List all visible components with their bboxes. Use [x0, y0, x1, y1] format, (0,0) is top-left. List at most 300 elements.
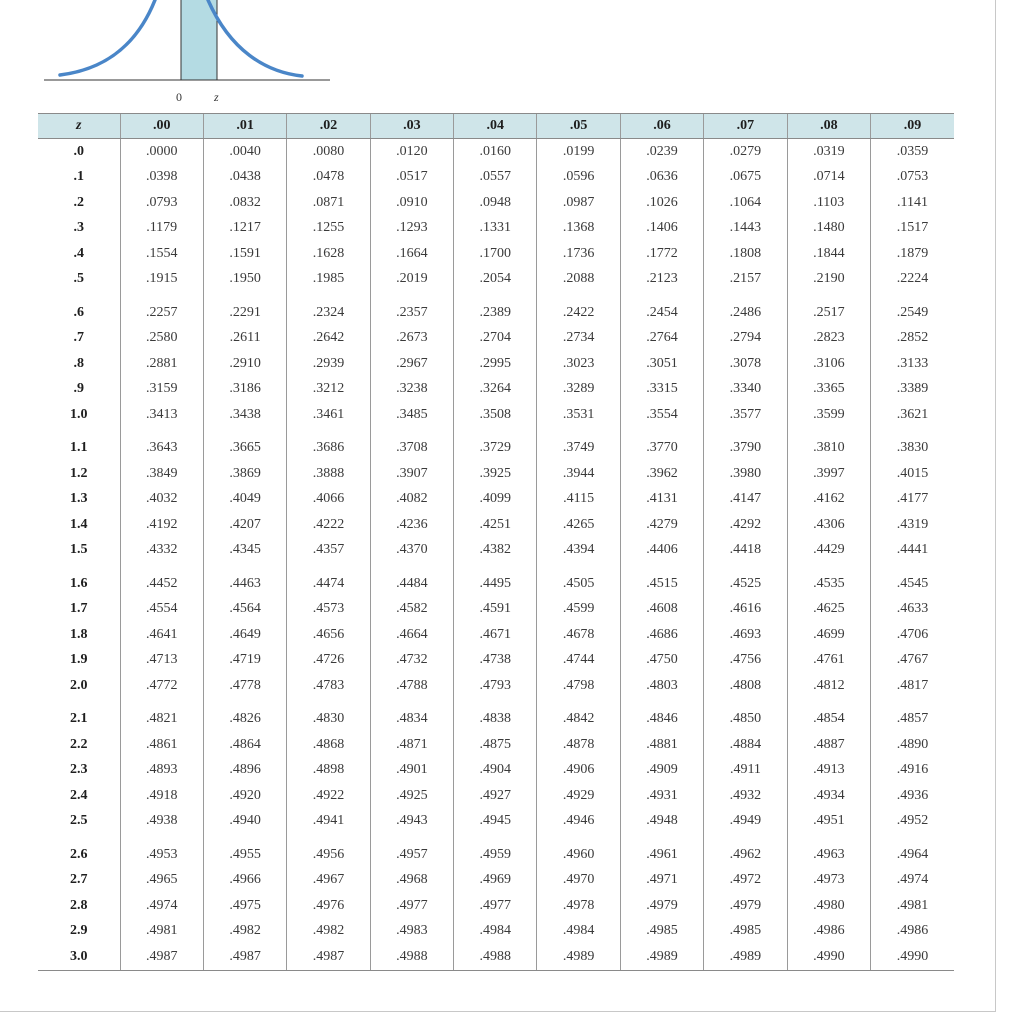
column-header: .09 — [871, 114, 954, 139]
probability-cell: .4979 — [704, 893, 787, 919]
probability-cell: .4846 — [620, 699, 703, 733]
probability-cell: .4864 — [203, 732, 286, 758]
table-row — [38, 919, 954, 945]
probability-cell: .4966 — [203, 868, 286, 894]
probability-cell: .3790 — [704, 428, 787, 462]
probability-cell: .4909 — [620, 758, 703, 784]
probability-cell: .4964 — [871, 834, 954, 868]
probability-cell: .4922 — [287, 783, 370, 809]
probability-cell: .4719 — [203, 648, 286, 674]
table-row — [38, 351, 954, 377]
probability-cell: .4032 — [120, 487, 203, 513]
probability-cell: .4982 — [287, 919, 370, 945]
table-row — [38, 732, 954, 758]
probability-cell: .4495 — [454, 563, 537, 597]
probability-cell: .2549 — [871, 292, 954, 326]
probability-cell: .4896 — [203, 758, 286, 784]
probability-cell: .4591 — [454, 597, 537, 623]
probability-cell: .4803 — [620, 673, 703, 699]
z-value-cell: 1.2 — [70, 465, 88, 481]
probability-cell: .4641 — [120, 622, 203, 648]
probability-cell: .4940 — [203, 809, 286, 835]
column-header: .04 — [454, 114, 537, 139]
table-row — [38, 267, 954, 293]
probability-cell: .4875 — [454, 732, 537, 758]
table-row — [38, 139, 954, 165]
probability-cell: .4901 — [370, 758, 453, 784]
probability-cell: .1141 — [871, 190, 954, 216]
probability-cell: .4812 — [787, 673, 870, 699]
probability-cell: .1293 — [370, 216, 453, 242]
probability-cell: .4756 — [704, 648, 787, 674]
probability-cell: .3980 — [704, 461, 787, 487]
probability-cell: .1064 — [704, 190, 787, 216]
probability-cell: .0832 — [203, 190, 286, 216]
probability-cell: .4817 — [871, 673, 954, 699]
probability-cell: .1255 — [287, 216, 370, 242]
probability-cell: .3389 — [871, 377, 954, 403]
probability-cell: .0239 — [620, 139, 703, 165]
probability-cell: .1517 — [871, 216, 954, 242]
column-header: .02 — [287, 114, 370, 139]
probability-cell: .4953 — [120, 834, 203, 868]
probability-cell: .3708 — [370, 428, 453, 462]
probability-cell: .0675 — [704, 165, 787, 191]
probability-cell: .4162 — [787, 487, 870, 513]
probability-cell: .2794 — [704, 326, 787, 352]
probability-cell: .4474 — [287, 563, 370, 597]
probability-cell: .0040 — [203, 139, 286, 165]
table-row — [38, 834, 954, 868]
probability-cell: .4406 — [620, 538, 703, 564]
probability-cell: .4207 — [203, 512, 286, 538]
probability-cell: .4972 — [704, 868, 787, 894]
probability-cell: .1700 — [454, 241, 537, 267]
probability-cell: .2910 — [203, 351, 286, 377]
z-value-cell: .0 — [73, 143, 84, 159]
probability-cell: .4515 — [620, 563, 703, 597]
z-value-cell: .4 — [73, 245, 84, 261]
probability-cell: .1628 — [287, 241, 370, 267]
probability-cell: .4986 — [871, 919, 954, 945]
probability-cell: .4664 — [370, 622, 453, 648]
probability-cell: .3023 — [537, 351, 620, 377]
table-row — [38, 622, 954, 648]
probability-cell: .3770 — [620, 428, 703, 462]
probability-cell: .4686 — [620, 622, 703, 648]
probability-cell: .0557 — [454, 165, 537, 191]
probability-cell: .3106 — [787, 351, 870, 377]
column-header: .06 — [620, 114, 703, 139]
probability-cell: .4798 — [537, 673, 620, 699]
probability-cell: .4965 — [120, 868, 203, 894]
probability-cell: .4967 — [287, 868, 370, 894]
probability-cell: .4545 — [871, 563, 954, 597]
probability-cell: .2852 — [871, 326, 954, 352]
z-value-cell: 2.9 — [70, 923, 88, 939]
z-value-cell: 2.5 — [70, 813, 88, 829]
probability-cell: .4916 — [871, 758, 954, 784]
probability-cell: .4978 — [537, 893, 620, 919]
probability-cell: .4987 — [120, 944, 203, 970]
z-value-cell: 1.1 — [70, 440, 88, 456]
probability-cell: .3438 — [203, 402, 286, 428]
probability-cell: .4968 — [370, 868, 453, 894]
probability-cell: .0080 — [287, 139, 370, 165]
probability-cell: .3413 — [120, 402, 203, 428]
probability-cell: .4345 — [203, 538, 286, 564]
probability-cell: .4887 — [787, 732, 870, 758]
probability-cell: .4793 — [454, 673, 537, 699]
probability-cell: .4357 — [287, 538, 370, 564]
probability-cell: .1026 — [620, 190, 703, 216]
probability-cell: .1591 — [203, 241, 286, 267]
probability-cell: .4989 — [537, 944, 620, 970]
z-value-cell: 2.8 — [70, 897, 88, 913]
probability-cell: .2357 — [370, 292, 453, 326]
probability-cell: .2881 — [120, 351, 203, 377]
probability-cell: .3159 — [120, 377, 203, 403]
probability-cell: .4772 — [120, 673, 203, 699]
probability-cell: .3810 — [787, 428, 870, 462]
probability-cell: .4649 — [203, 622, 286, 648]
probability-cell: .4834 — [370, 699, 453, 733]
table-row — [38, 512, 954, 538]
z-value-cell: .9 — [73, 381, 84, 397]
probability-cell: .4981 — [120, 919, 203, 945]
table-row — [38, 868, 954, 894]
probability-cell: .4934 — [787, 783, 870, 809]
table-row — [38, 563, 954, 597]
z-value-cell: 2.0 — [70, 677, 88, 693]
z-table — [38, 113, 954, 971]
probability-cell: .3869 — [203, 461, 286, 487]
probability-cell: .4177 — [871, 487, 954, 513]
probability-cell: .4959 — [454, 834, 537, 868]
probability-cell: .4975 — [203, 893, 286, 919]
probability-cell: .1217 — [203, 216, 286, 242]
probability-cell: .0398 — [120, 165, 203, 191]
probability-cell: .4861 — [120, 732, 203, 758]
probability-cell: .1664 — [370, 241, 453, 267]
table-row — [38, 190, 954, 216]
probability-cell: .2422 — [537, 292, 620, 326]
z-value-cell: 2.3 — [70, 762, 88, 778]
probability-cell: .4984 — [537, 919, 620, 945]
probability-cell: .4918 — [120, 783, 203, 809]
probability-cell: .3907 — [370, 461, 453, 487]
probability-cell: .4678 — [537, 622, 620, 648]
probability-cell: .3925 — [454, 461, 537, 487]
probability-cell: .3997 — [787, 461, 870, 487]
column-header-z: z — [38, 114, 120, 139]
table-row — [38, 377, 954, 403]
probability-cell: .1736 — [537, 241, 620, 267]
column-header: .01 — [203, 114, 286, 139]
table-row — [38, 292, 954, 326]
probability-cell: .0199 — [537, 139, 620, 165]
probability-cell: .3849 — [120, 461, 203, 487]
probability-cell: .4535 — [787, 563, 870, 597]
probability-cell: .4956 — [287, 834, 370, 868]
probability-cell: .1443 — [704, 216, 787, 242]
probability-cell: .3599 — [787, 402, 870, 428]
probability-cell: .0714 — [787, 165, 870, 191]
probability-cell: .0793 — [120, 190, 203, 216]
probability-cell: .2190 — [787, 267, 870, 293]
z-value-cell: .7 — [73, 330, 84, 346]
probability-cell: .4292 — [704, 512, 787, 538]
probability-cell: .2611 — [203, 326, 286, 352]
probability-cell: .4904 — [454, 758, 537, 784]
probability-cell: .4066 — [287, 487, 370, 513]
probability-cell: .3461 — [287, 402, 370, 428]
probability-cell: .4821 — [120, 699, 203, 733]
probability-cell: .4251 — [454, 512, 537, 538]
probability-cell: .3665 — [203, 428, 286, 462]
probability-cell: .4929 — [537, 783, 620, 809]
z-value-cell: 3.0 — [38, 944, 120, 970]
probability-cell: .4941 — [287, 809, 370, 835]
probability-cell: .4452 — [120, 563, 203, 597]
probability-cell: .4564 — [203, 597, 286, 623]
probability-cell: .2673 — [370, 326, 453, 352]
probability-cell: .3238 — [370, 377, 453, 403]
probability-cell: .2486 — [704, 292, 787, 326]
probability-cell: .2823 — [787, 326, 870, 352]
probability-cell: .4131 — [620, 487, 703, 513]
probability-cell: .3133 — [871, 351, 954, 377]
probability-cell: .1808 — [704, 241, 787, 267]
normal-curve-figure — [40, 0, 340, 112]
probability-cell: .1950 — [203, 267, 286, 293]
table-row — [38, 597, 954, 623]
probability-cell: .4893 — [120, 758, 203, 784]
probability-cell: .2517 — [787, 292, 870, 326]
probability-cell: .4554 — [120, 597, 203, 623]
probability-cell: .0478 — [287, 165, 370, 191]
probability-cell: .3051 — [620, 351, 703, 377]
z-value-cell: 1.4 — [70, 516, 88, 532]
probability-cell: .4830 — [287, 699, 370, 733]
table-row — [38, 673, 954, 699]
probability-cell: .3289 — [537, 377, 620, 403]
probability-cell: .4394 — [537, 538, 620, 564]
probability-cell: .4987 — [203, 944, 286, 970]
probability-cell: .4265 — [537, 512, 620, 538]
probability-cell: .4706 — [871, 622, 954, 648]
probability-cell: .1554 — [120, 241, 203, 267]
z-value-cell: 1.8 — [70, 626, 88, 642]
probability-cell: .1985 — [287, 267, 370, 293]
z-value-cell: 2.2 — [70, 736, 88, 752]
probability-cell: .4222 — [287, 512, 370, 538]
probability-cell: .1844 — [787, 241, 870, 267]
probability-cell: .4625 — [787, 597, 870, 623]
probability-cell: .2764 — [620, 326, 703, 352]
probability-cell: .0319 — [787, 139, 870, 165]
probability-cell: .3365 — [787, 377, 870, 403]
probability-cell: .2704 — [454, 326, 537, 352]
probability-cell: .4951 — [787, 809, 870, 835]
probability-cell: .4984 — [454, 919, 537, 945]
probability-cell: .4656 — [287, 622, 370, 648]
probability-cell: .4911 — [704, 758, 787, 784]
probability-cell: .4913 — [787, 758, 870, 784]
probability-cell: .0753 — [871, 165, 954, 191]
probability-cell: .1179 — [120, 216, 203, 242]
probability-cell: .3508 — [454, 402, 537, 428]
probability-cell: .1879 — [871, 241, 954, 267]
probability-cell: .4881 — [620, 732, 703, 758]
z-value-cell: 2.4 — [70, 787, 88, 803]
probability-cell: .3531 — [537, 402, 620, 428]
probability-cell: .4788 — [370, 673, 453, 699]
probability-cell: .4147 — [704, 487, 787, 513]
probability-cell: .2123 — [620, 267, 703, 293]
probability-cell: .4906 — [537, 758, 620, 784]
probability-cell: .0000 — [120, 139, 203, 165]
probability-cell: .4962 — [704, 834, 787, 868]
z-value-cell: 1.7 — [70, 601, 88, 617]
probability-cell: .4974 — [871, 868, 954, 894]
shaded-area — [181, 0, 217, 80]
probability-cell: .4826 — [203, 699, 286, 733]
probability-cell: .4985 — [704, 919, 787, 945]
probability-cell: .4713 — [120, 648, 203, 674]
z-value-cell: 2.7 — [70, 872, 88, 888]
probability-cell: .4976 — [287, 893, 370, 919]
probability-cell: .2088 — [537, 267, 620, 293]
probability-cell: .2967 — [370, 351, 453, 377]
probability-cell: .1368 — [537, 216, 620, 242]
probability-cell: .4971 — [620, 868, 703, 894]
z-value-cell: 1.0 — [70, 406, 88, 422]
probability-cell: .4979 — [620, 893, 703, 919]
probability-cell: .4441 — [871, 538, 954, 564]
probability-cell: .4761 — [787, 648, 870, 674]
z-value-cell: .5 — [73, 271, 84, 287]
probability-cell: .2580 — [120, 326, 203, 352]
probability-cell: .4925 — [370, 783, 453, 809]
probability-cell: .4986 — [787, 919, 870, 945]
probability-cell: .0910 — [370, 190, 453, 216]
probability-cell: .4868 — [287, 732, 370, 758]
table-row — [38, 241, 954, 267]
probability-cell: .4946 — [537, 809, 620, 835]
probability-cell: .4726 — [287, 648, 370, 674]
table-row — [38, 487, 954, 513]
z-label: z — [214, 90, 219, 104]
probability-cell: .4957 — [370, 834, 453, 868]
probability-cell: .3340 — [704, 377, 787, 403]
probability-cell: .4932 — [704, 783, 787, 809]
probability-cell: .4115 — [537, 487, 620, 513]
probability-cell: .3749 — [537, 428, 620, 462]
probability-cell: .2389 — [454, 292, 537, 326]
probability-cell: .3264 — [454, 377, 537, 403]
z-value-cell: 1.9 — [70, 652, 88, 668]
probability-cell: .4969 — [454, 868, 537, 894]
probability-cell: .0438 — [203, 165, 286, 191]
zero-label: 0 — [176, 90, 182, 104]
probability-cell: .4936 — [871, 783, 954, 809]
probability-cell: .4279 — [620, 512, 703, 538]
probability-cell: .4750 — [620, 648, 703, 674]
probability-cell: .2291 — [203, 292, 286, 326]
probability-cell: .2224 — [871, 267, 954, 293]
probability-cell: .4989 — [704, 944, 787, 970]
z-value-cell: 1.6 — [70, 575, 88, 591]
table-row — [38, 402, 954, 428]
probability-cell: .4236 — [370, 512, 453, 538]
probability-cell: .4977 — [370, 893, 453, 919]
probability-cell: .2257 — [120, 292, 203, 326]
probability-cell: .4429 — [787, 538, 870, 564]
probability-cell: .4987 — [287, 944, 370, 970]
probability-cell: .4854 — [787, 699, 870, 733]
probability-cell: .4671 — [454, 622, 537, 648]
probability-cell: .4988 — [454, 944, 537, 970]
probability-cell: .2157 — [704, 267, 787, 293]
z-value-cell: .1 — [73, 169, 84, 185]
probability-cell: .4920 — [203, 783, 286, 809]
probability-cell: .4990 — [787, 944, 870, 970]
probability-cell: .3729 — [454, 428, 537, 462]
probability-cell: .1915 — [120, 267, 203, 293]
probability-cell: .4732 — [370, 648, 453, 674]
table-row — [38, 165, 954, 191]
probability-cell: .2324 — [287, 292, 370, 326]
z-value-cell: .6 — [73, 304, 84, 320]
probability-cell: .4842 — [537, 699, 620, 733]
probability-cell: .0120 — [370, 139, 453, 165]
probability-cell: .3686 — [287, 428, 370, 462]
column-header: .08 — [787, 114, 870, 139]
probability-cell: .4778 — [203, 673, 286, 699]
probability-cell: .4744 — [537, 648, 620, 674]
probability-cell: .1331 — [454, 216, 537, 242]
probability-cell: .2642 — [287, 326, 370, 352]
probability-cell: .4382 — [454, 538, 537, 564]
probability-cell: .2734 — [537, 326, 620, 352]
table-row — [38, 428, 954, 462]
column-header: .00 — [120, 114, 203, 139]
header-row — [38, 114, 954, 139]
probability-cell: .4633 — [871, 597, 954, 623]
probability-cell: .4884 — [704, 732, 787, 758]
probability-cell: .4960 — [537, 834, 620, 868]
probability-cell: .4738 — [454, 648, 537, 674]
probability-cell: .4871 — [370, 732, 453, 758]
z-value-cell: 1.3 — [70, 491, 88, 507]
z-value-cell: 2.1 — [70, 711, 88, 727]
probability-cell: .4599 — [537, 597, 620, 623]
probability-cell: .1772 — [620, 241, 703, 267]
probability-cell: .4082 — [370, 487, 453, 513]
probability-cell: .0359 — [871, 139, 954, 165]
probability-cell: .4970 — [537, 868, 620, 894]
probability-cell: .0279 — [704, 139, 787, 165]
probability-cell: .0948 — [454, 190, 537, 216]
probability-cell: .2019 — [370, 267, 453, 293]
probability-cell: .4943 — [370, 809, 453, 835]
probability-cell: .2454 — [620, 292, 703, 326]
probability-cell: .4319 — [871, 512, 954, 538]
probability-cell: .3888 — [287, 461, 370, 487]
probability-cell: .2995 — [454, 351, 537, 377]
probability-cell: .4767 — [871, 648, 954, 674]
